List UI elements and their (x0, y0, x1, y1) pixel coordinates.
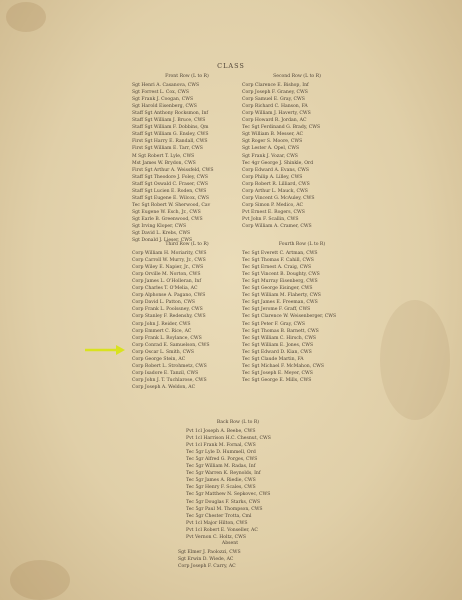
list-item: Corp Edward A. Evans, CWS (242, 167, 309, 173)
list-item: Tec Sgt George E. Mills, CWS (242, 377, 312, 383)
list-item: Tec 5gr Warren K. Reynolds, Inf (186, 471, 261, 477)
list-item: Pvt John F. Scallin, CWS (242, 216, 299, 222)
list-item: Corp Charles T. O'Melia, AC (132, 286, 198, 292)
fourth-row-header: Fourth Row (L to R) (278, 242, 326, 247)
list-item: First Sgt William E. Tarr, CWS (132, 146, 203, 152)
list-item: Sgt Frank J. Vozar, CWS (242, 153, 298, 159)
list-item: Mst James W. Brydon, CWS (132, 160, 196, 166)
list-item: M Sgt Robert T. Lyle, CWS (132, 153, 195, 159)
third-row-header: Third Row (L to R) (165, 242, 209, 247)
list-item: Sgt Lester A. Opel, CWS (242, 146, 300, 152)
list-item: Sgt Eugene W. Esch, Jr., CWS (132, 209, 201, 215)
list-item: Staff Sgt Theodore J. Foley, CWS (132, 174, 209, 180)
list-item: Corp Orville M. Norton, CWS (132, 272, 201, 278)
list-item: Corp Simon P. Medico, AC (242, 202, 304, 208)
list-item: Tec 5gr Alfred G. Porges, CWS (186, 457, 258, 463)
list-item: Tec Sgt William E. Jones, CWS (242, 342, 314, 348)
list-item: Corp John J. Reider, CWS (132, 321, 191, 327)
back-row-header: Back Row (L to R) (216, 420, 260, 425)
stain-mark (6, 2, 46, 32)
third-row-list (132, 241, 242, 391)
list-item: Tec Sgt William C. Hirsch, CWS (242, 335, 317, 341)
list-item: Corp Conrad E. Samuelson, CWS (132, 342, 210, 348)
stain-mark (380, 300, 450, 420)
list-item: Staff Sgt Eugene E. Wilcox, CWS (132, 195, 210, 201)
back-row-list (186, 419, 286, 541)
list-item: Sgt Roger S. Moore, CWS (242, 139, 303, 145)
list-item: Pvt 1cl Harrison H.C. Chesnut, CWS (186, 436, 271, 442)
list-item: Corp David L. Patton, CWS (132, 300, 196, 306)
list-item: Tec Sgt Vincent B. Doughty, CWS (242, 272, 320, 278)
list-item: Corp Arthur L. Mauck, CWS (242, 188, 308, 194)
list-item: Sgt David L. Krebs, CWS (132, 231, 191, 237)
list-item: Tec Sgt Peter F. Gray, CWS (242, 321, 305, 327)
list-item: Corp Frank L. Roylance, CWS (132, 335, 202, 341)
list-item: Corp Alphonse A. Pagano, CWS (132, 293, 206, 299)
list-item: Corp Vincent G. McAuley, CWS (242, 195, 315, 201)
list-item: Corp Carroll W. Murry, Jr., CWS (132, 258, 206, 264)
list-item: Staff Sgt William J. Bruce, CWS (132, 118, 206, 124)
list-item: Tec Sgt Robert W. Sherwood, Cav (132, 202, 211, 208)
list-item: Tec Sgt George Eisinger, CWS (242, 286, 313, 292)
list-item: Tec 5gr William M. Radas, Inf (186, 464, 256, 470)
list-item: Tec Sgt Michael F. McMahon, CWS (242, 363, 325, 369)
absent-list (178, 540, 278, 570)
list-item: Corp Wiley E. Napier, Jr., CWS (132, 265, 204, 271)
list-item: Corp Howard R. Jordan, AC (242, 118, 307, 124)
list-item: Sgt Erwin D. Wiede, AC (178, 557, 234, 563)
list-item: First Sgt Harry E. Randall, CWS (132, 139, 208, 145)
list-item: Sgt Donald J. Lieser, CWS (132, 238, 193, 244)
list-item: Corp Frank L. Poolssney, CWS (132, 307, 203, 313)
list-item: Staff Sgt Anthony Rocksmon, Inf (132, 111, 209, 117)
second-row-header: Second Row (L to R) (273, 74, 321, 79)
list-item: Tec Sgt Joseph E. Meyer, CWS (242, 370, 313, 376)
list-item: Tec 5gr Henry F. Scales, CWS (186, 485, 256, 491)
list-item: Corp Stanley F. Redenshy, CWS (132, 314, 206, 320)
list-item: Tec Sgt Thomas B. Barnett, CWS (242, 328, 319, 334)
list-item: Corp Philip A. Lilley, CWS (242, 174, 303, 180)
page-title: CLASS (217, 62, 245, 70)
list-item: Corp Clarence E. Bishop, Inf (242, 83, 309, 89)
list-item: First Sgt Arthur A. Weissfeld, CWS (132, 167, 214, 173)
list-item: Tec Sgt Claude Martin, FA (242, 356, 304, 362)
list-item: Sgt Frank J. Coogan, CWS (132, 97, 194, 103)
list-item: Corp Emmert C. Rice, AC (132, 328, 192, 334)
list-item: Corp Robert L. Strohmetz, CWS (132, 363, 207, 369)
arrow-right-icon (84, 344, 126, 356)
list-item: Tec Sgt Murray Eisenberg, CWS (242, 279, 318, 285)
list-item: Corp William J. Haverty, CWS (242, 111, 311, 117)
list-item: Tec 5gr James A. Riedie, CWS (186, 478, 256, 484)
stain-mark (10, 560, 70, 600)
list-item: Corp William A. Cramer, CWS (242, 223, 312, 229)
list-item: Tec 5gr Chester Trotta, Cml (186, 513, 252, 519)
list-item: Corp Joseph F. Graney, CWS (242, 90, 308, 96)
list-item: Corp James L. O'Holleran, Inf (132, 279, 202, 285)
list-item: Pvt 1cl Frank M. Fornal, CWS (186, 443, 256, 449)
list-item: Pvt 1cl Major Hilton, CWS (186, 520, 248, 526)
list-item: Tec 4gr George J. Shinkle, Ord (242, 160, 314, 166)
list-item: Tec Sgt James E. Freeman, CWS (242, 300, 318, 306)
front-row-header: Front Row (L to R) (165, 74, 209, 79)
list-item: Tec Sgt Everett C. Artman, CWS (242, 251, 318, 257)
front-row-list (132, 73, 242, 244)
list-item: Pvt 1cl Robert E. Vonseller, AC (186, 527, 258, 533)
list-item: Tec Sgt Clarence W. Weisenberger, CWS (242, 314, 337, 320)
list-item: Corp William H. Moriarity, CWS (132, 251, 207, 257)
list-item: Corp Samuel E. Gray, CWS (242, 97, 305, 103)
list-item: Sgt Henri A. Casanova, CWS (132, 83, 200, 89)
list-item: Tec Sgt Edward D. Kian, CWS (242, 349, 312, 355)
list-item: Tec Sgt Jerome F. Graff, CWS (242, 307, 311, 313)
list-item: Corp Joseph F. Carry, AC (178, 564, 236, 570)
list-item: Staff Sgt William G. Ensley, CWS (132, 132, 209, 138)
list-item: Tec 5gr Matthew N. Sepkovec, CWS (186, 492, 271, 498)
list-item: Tec 5gr Douglas F. Starks, CWS (186, 499, 261, 505)
list-item: Tec 5gr Lyle D. Hummell, Ord (186, 450, 256, 456)
list-item: Staff Sgt Lucien E. Roden, CWS (132, 188, 207, 194)
list-item: Pvt Vernon C. Holtz, CWS (186, 534, 247, 540)
list-item: Corp George Stein, AC (132, 356, 186, 362)
list-item: Tec Sgt Ernest A. Craig, CWS (242, 265, 312, 271)
list-item: Tec 5gr Paul M. Thompson, CWS (186, 506, 263, 512)
list-item: Sgt Irving Kloper, CWS (132, 223, 187, 229)
list-item: Tec Sgt Ferdinand G. Brady, CWS (242, 125, 321, 131)
list-item: Tec Sgt William M. Flaherty, CWS (242, 293, 321, 299)
second-row-list (242, 73, 352, 230)
fourth-row-list (242, 241, 362, 384)
list-item: Sgt Harold Eisenberg, CWS (132, 104, 197, 110)
list-item: Sgt Earle B. Greenwood, CWS (132, 216, 203, 222)
list-item: Sgt William B. Messer, AC (242, 132, 304, 138)
list-item: Corp Joseph A. Weldon, AC (132, 384, 196, 390)
list-item: Sgt Elmer J. Paolozzi, CWS (178, 550, 241, 556)
list-item: Pvt 1cl Joseph A. Beebe, CWS (186, 429, 256, 435)
list-item: Staff Sgt William F. Dobbins, Qm (132, 125, 209, 131)
list-item: Corp Robert R. Lilliard, CWS (242, 181, 310, 187)
list-item: Staff Sgt Oswald C. Fraser, CWS (132, 181, 208, 187)
list-item: Corp Oscar L. Smith, CWS (132, 349, 195, 355)
absent-header: Absent (221, 541, 239, 546)
list-item: Pvt Ernest E. Rogers, CWS (242, 209, 305, 215)
list-item: Corp Richard C. Hanson, FA (242, 104, 308, 110)
list-item: Corp Isadore E. Tanzil, CWS (132, 370, 199, 376)
list-item: Tec Sgt Thomas F. Cahill, CWS (242, 258, 314, 264)
list-item: Corp John J. T. Tuchlarose, CWS (132, 377, 207, 383)
list-item: Sgt Forrest L. Cox, CWS (132, 90, 190, 96)
